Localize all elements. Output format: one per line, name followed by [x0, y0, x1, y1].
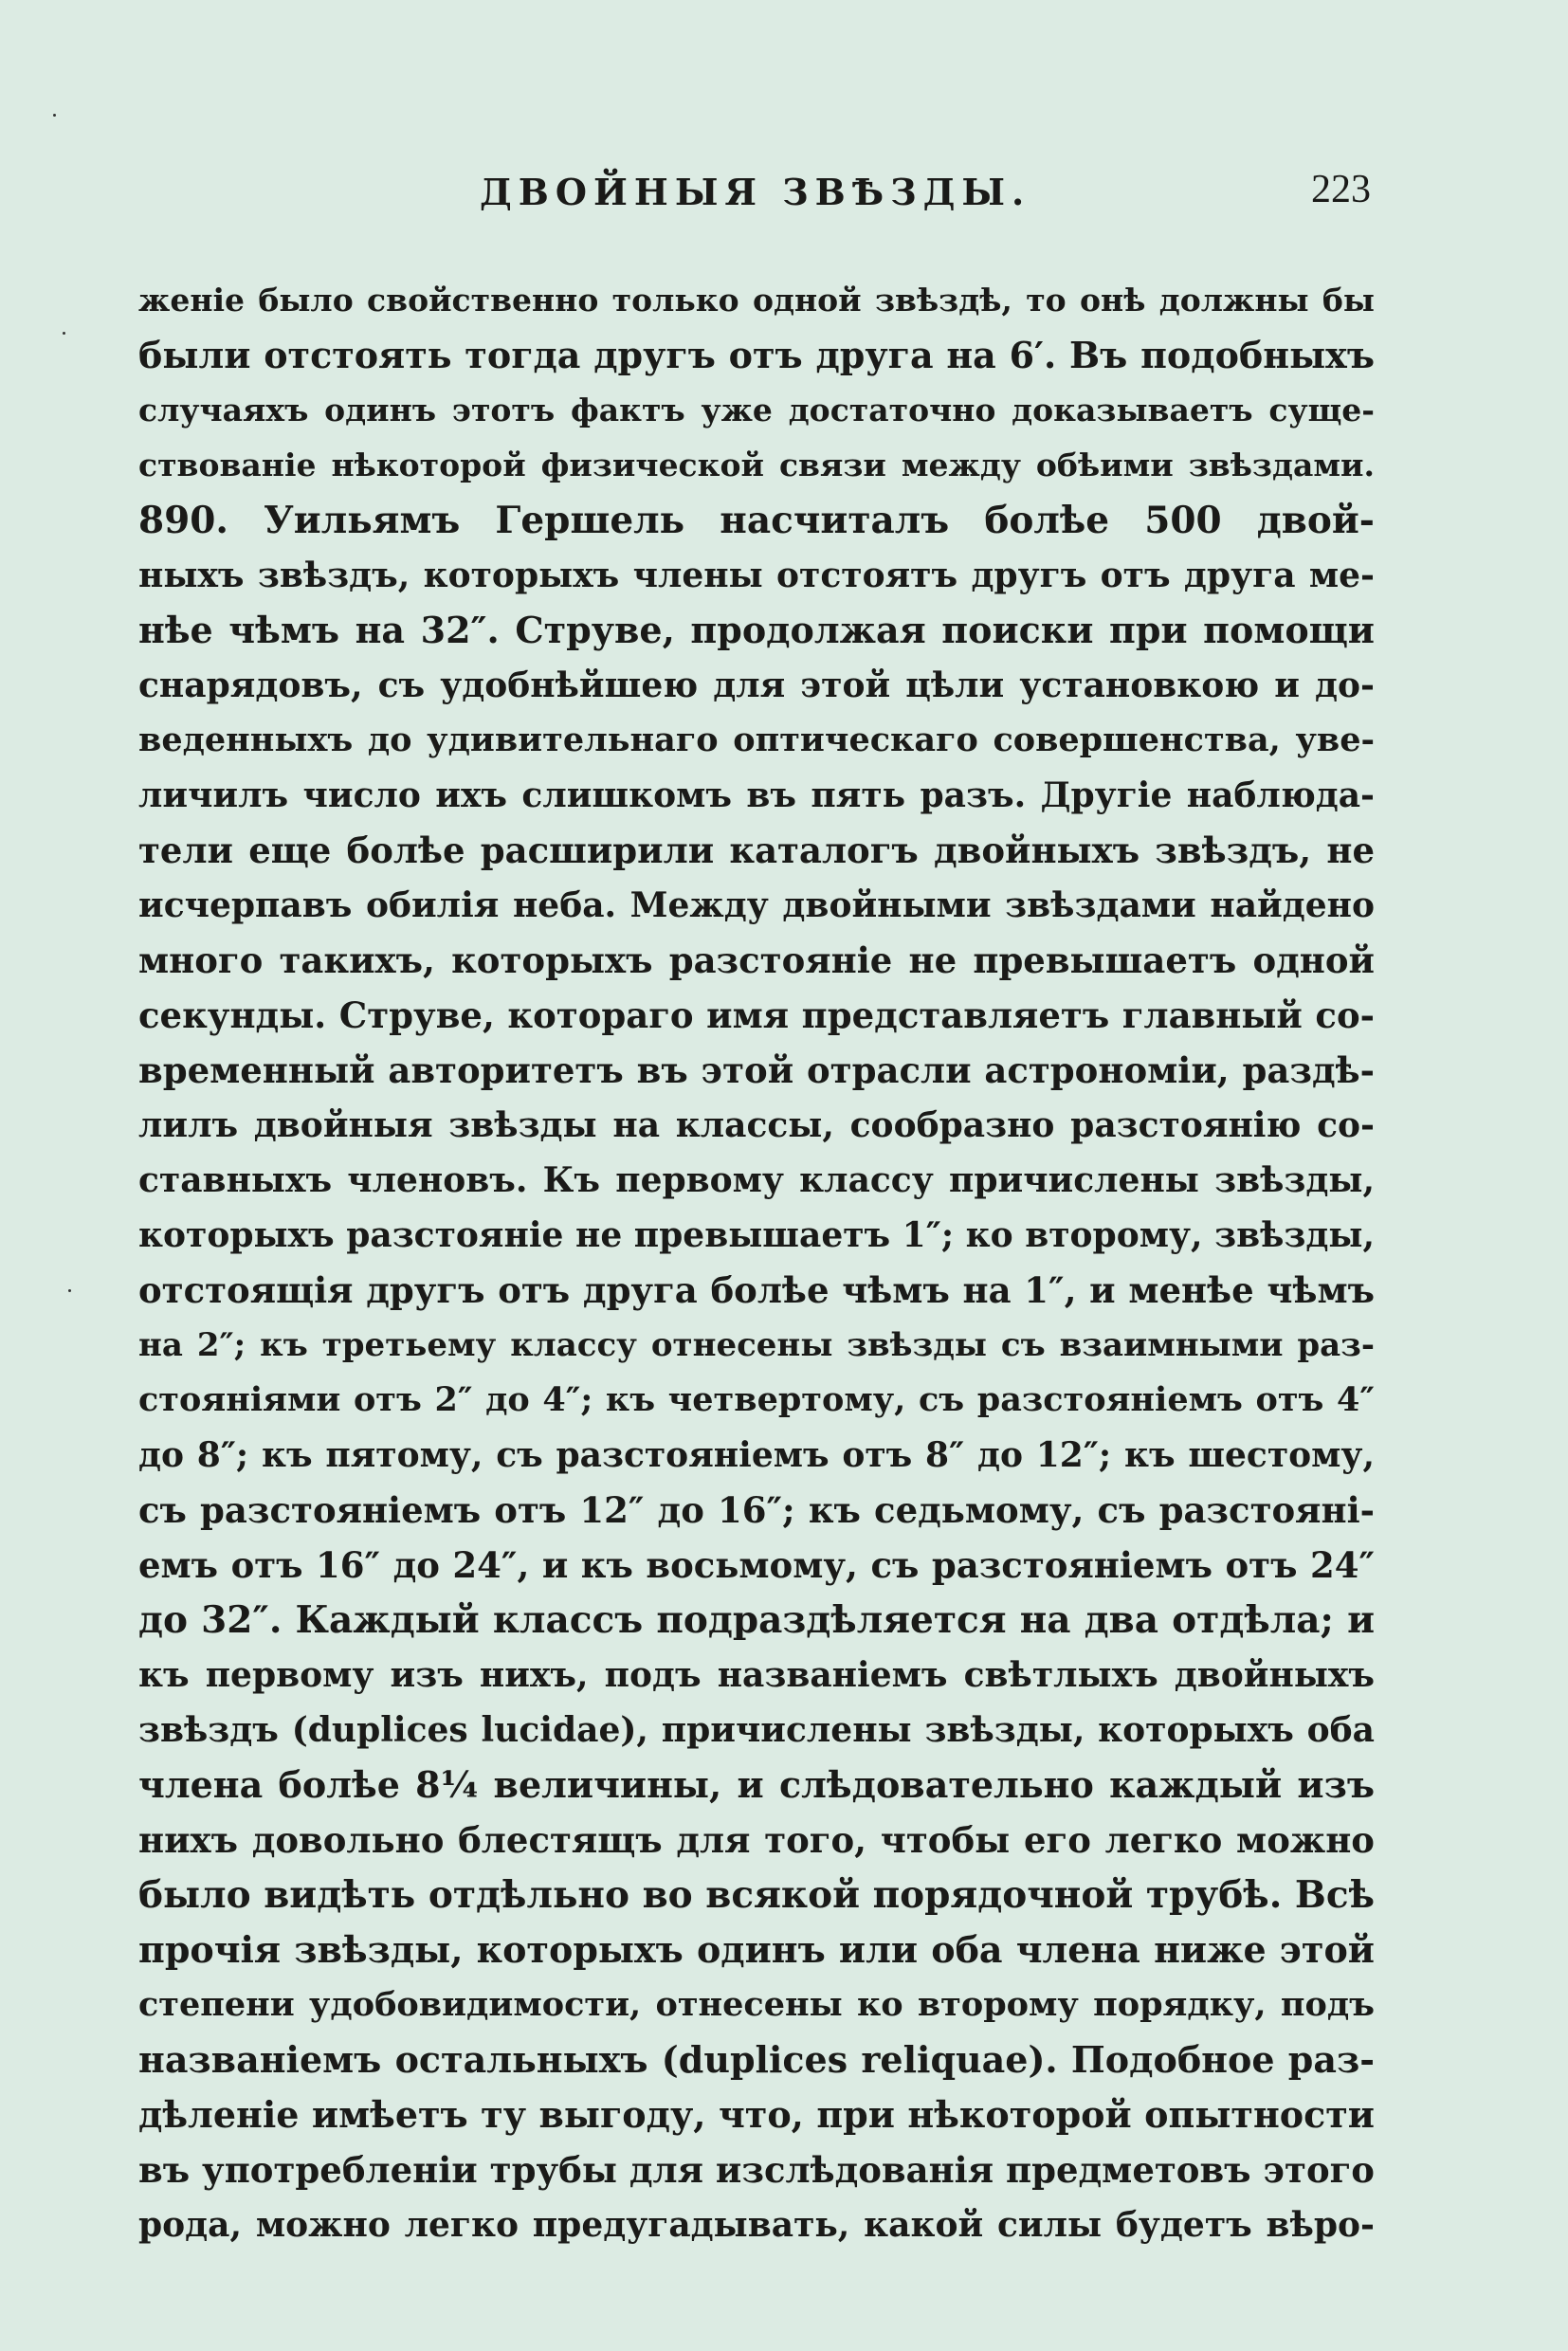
text-line: рода, можно легко предугадывать, какой силы будетъ вѣро-	[138, 2205, 1375, 2245]
text-line: личилъ число ихъ слишкомъ въ пять разъ. Другіе наблюда-	[138, 775, 1375, 815]
text-line: секунды. Струве, котораго имя представляетъ главный со-	[138, 994, 1375, 1036]
text-line: степени удобовидимости, отнесены ко второму порядку, подъ	[138, 1985, 1375, 2024]
text-line: 890. Уильямъ Гершель насчиталъ болѣе 500 двой-	[138, 499, 1375, 542]
section-title: ДВОЙНЫЯ ЗВѢЗДЫ.	[480, 171, 1031, 213]
text-line: временный авторитетъ въ этой отрасли астрономіи, раздѣ-	[138, 1049, 1375, 1091]
text-line: до 8″; къ пятому, съ разстояніемъ отъ 8″ до 12″; къ шестому,	[138, 1435, 1375, 1475]
running-head	[138, 161, 1371, 228]
paper-speck	[63, 332, 65, 335]
text-line: ставныхъ членовъ. Къ первому классу причислены звѣзды,	[138, 1160, 1375, 1200]
text-line: много такихъ, которыхъ разстояніе не превышаетъ одной	[138, 939, 1375, 981]
text-line: члена болѣе 8¼ величины, и слѣдовательно каждый изъ	[138, 1763, 1375, 1806]
text-line: снарядовъ, съ удобнѣйшею для этой цѣли установкою и до-	[138, 665, 1375, 705]
text-line: звѣздъ (duplices lucidae), причислены звѣзды, которыхъ оба	[138, 1710, 1375, 1750]
text-line: названіемъ остальныхъ (duplices reliquae). Подобное раз-	[138, 2038, 1375, 2081]
paper-speck	[68, 1289, 71, 1292]
text-line: лилъ двойныя звѣзды на классы, сообразно разстоянію со-	[138, 1105, 1375, 1145]
text-line: ствованіе нѣкоторой физической связи между обѣими звѣздами.	[138, 447, 1375, 483]
text-line: дѣленіе имѣетъ ту выгоду, что, при нѣкоторой опытности	[138, 2093, 1375, 2136]
text-line: на 2″; къ третьему классу отнесены звѣзды съ взаимными раз-	[138, 1326, 1375, 1364]
text-line: было видѣть отдѣльно во всякой порядочной трубѣ. Всѣ	[138, 1873, 1375, 1917]
text-line: ныхъ звѣздъ, которыхъ члены отстоятъ другъ отъ друга ме-	[138, 556, 1375, 595]
text-line: были отстоять тогда другъ отъ друга на 6′. Въ подобныхъ	[138, 334, 1375, 376]
text-line: нѣе чѣмъ на 32″. Струве, продолжая поиски при помощи	[138, 609, 1375, 651]
text-line: стояніями отъ 2″ до 4″; къ четвертому, съ разстояніемъ отъ 4″	[138, 1380, 1375, 1419]
text-line: которыхъ разстояніе не превышаетъ 1″; ко второму, звѣзды,	[138, 1215, 1375, 1255]
text-line: женіе было свойственно только одной звѣздѣ, то онѣ должны бы	[138, 282, 1375, 319]
text-line: тели еще болѣе расширили каталогъ двойныхъ звѣздъ, не	[138, 829, 1375, 871]
text-line: въ употребленіи трубы для изслѣдованія предметовъ этого	[138, 2149, 1375, 2191]
paper-speck	[53, 114, 56, 117]
text-line: веденныхъ до удивительнаго оптическаго совершенства, уве-	[138, 720, 1375, 759]
text-line: съ разстояніемъ отъ 12″ до 16″; къ седьмому, съ разстояні-	[138, 1489, 1375, 1531]
page-number: 223	[1311, 168, 1371, 211]
text-line: случаяхъ одинъ этотъ фактъ уже достаточно доказываетъ суще-	[138, 392, 1375, 428]
text-line: емъ отъ 16″ до 24″, и къ восьмому, съ разстояніемъ отъ 24″	[138, 1544, 1375, 1586]
text-line: до 32″. Каждый классъ подраздѣляется на два отдѣла; и	[138, 1598, 1375, 1642]
text-line: отстоящія другъ отъ друга болѣе чѣмъ на 1″, и менѣе чѣмъ	[138, 1269, 1375, 1311]
text-line: нихъ довольно блестящъ для того, чтобы его легко можно	[138, 1819, 1375, 1861]
text-line: къ первому изъ нихъ, подъ названіемъ свѣтлыхъ двойныхъ	[138, 1655, 1375, 1695]
body-text	[138, 273, 1375, 2252]
text-line: прочія звѣзды, которыхъ одинъ или оба члена ниже этой	[138, 1928, 1375, 1971]
text-line: исчерпавъ обилія неба. Между двойными звѣздами найдено	[138, 885, 1375, 925]
